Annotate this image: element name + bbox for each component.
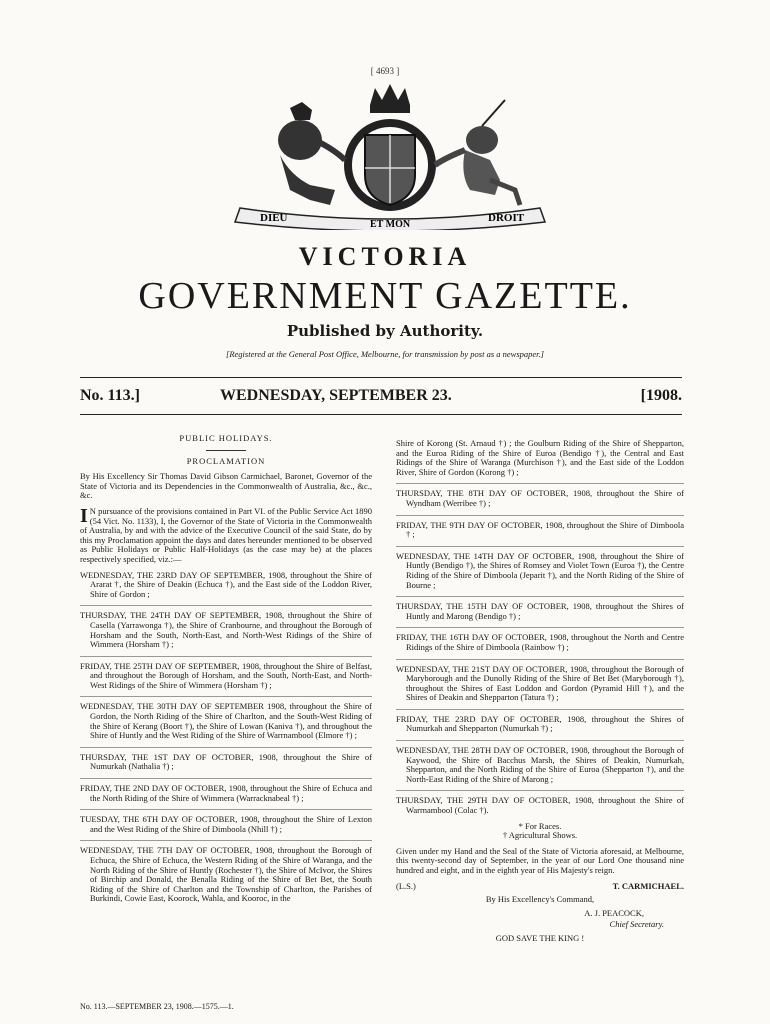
- entry-rule: [396, 709, 684, 710]
- registered-note: [Registered at the General Post Office, Melbourne, for transmission by post as a newspaper.]: [226, 349, 544, 359]
- entry-rule: [396, 790, 684, 791]
- holiday-entry: WEDNESDAY, THE 7TH DAY OF OCTOBER, 1908, throughout the Borough of Echuca, the Shire of Echuca, the Western Riding of the Shire of Waranga, and the North Riding of the Shire of Huntly (Rochester †), the Shire of McIvor, the Shires of Birchip and Donald, the Benalla Riding of the Shire of Bet Bet, the South Riding of the Shire of Charlton and the Township of Charlton, the Parishes of Burkindi, Cowie East, Koorock, Wahla, and Kooroc, in the: [80, 845, 372, 904]
- secretary-title: Chief Secretary.: [609, 919, 664, 930]
- right-column: [396, 439, 684, 944]
- crown-icon: [370, 84, 410, 113]
- lion-icon: [278, 102, 345, 205]
- given-under-hand: Given under my Hand and the Seal of the State of Victoria aforesaid, at Melbourne, this twenty-second day of September, in the year of our Lord One thousand nine hundred and eight, and in the eighth year of His Majesty's reign.: [396, 845, 684, 875]
- holiday-entry: THURSDAY, THE 24TH DAY OF SEPTEMBER, 1908, throughout the Shire of Casella (Yarrawonga †), the Shire of Cranbourne, and throughout the Borough of Horsham and the South, North-East, and North-West Ridings of the Shire of Wimmera (Horsham †) ;: [80, 610, 372, 650]
- issue-number: No. 113.]: [80, 387, 140, 404]
- entry-rule: [80, 747, 372, 748]
- entry-rule: [396, 483, 684, 484]
- holiday-entry: WEDNESDAY, THE 14TH DAY OF OCTOBER, 1908, throughout the Shire of Huntly (Bendigo †), the Shires of Romsey and Violet Town (Euroa †), the Centre Riding of the Shire of Dimboola (Jeparit †), and the North Riding of the Shire of Bourne ;: [396, 550, 684, 590]
- left-column: [80, 434, 372, 910]
- holiday-entry: WEDNESDAY, THE 30TH DAY OF SEPTEMBER 1908, throughout the Shire of Gordon, the North Riding of the Shire of Charlton, and the South-West Riding of the Shire of Kerang (Boort †), the Shire of Lowan (Kaniva †), and throughout the Shire of Huntly and the West Riding of the Shire of Warrnambool (Elmore †) ;: [80, 701, 372, 741]
- page-number: [ 4693 ]: [370, 66, 400, 76]
- holiday-entry-continued: Shire of Korong (St. Arnaud †) ; the Goulburn Riding of the Shire of Shepparton, and the Euroa Riding of the Shire of Euroa (Bendigo †), the Central and East Ridings of the Shire of Waranga (Murchison †), and the East side of the Loddon River, Shire of Gordon (Korong †) ;: [396, 438, 684, 477]
- by-command: By His Excellency's Command,: [485, 894, 595, 905]
- seal-mark: (L.S.): [396, 880, 416, 891]
- holiday-entry: FRIDAY, THE 9TH DAY OF OCTOBER, 1908, throughout the Shire of Dimboola † ;: [396, 519, 684, 540]
- holiday-entry: TUESDAY, THE 6TH DAY OF OCTOBER, 1908, throughout the Shire of Lexton and the West Riding of the Shire of Dimboola (Nhill †) ;: [80, 814, 372, 834]
- proclamation-text: N pursuance of the provisions contained in Part VI. of the Public Service Act 1890 (54 Vict. No. 1133), I, the Governor of the State of Victoria in the Commonwealth of Australia, by and with the advice of the Executive Council of the said State, do by this my Proclamation appoint the days and dates hereunder mentioned to be observed as Public Holidays or Public Half-Holidays (as the case may be) at the places respectively specified, viz.:—: [80, 505, 372, 564]
- masthead-rule-bottom: [80, 414, 682, 415]
- holiday-entry: WEDNESDAY, THE 21ST DAY OF OCTOBER, 1908, throughout the Borough of Maryborough and the Dunolly Riding of the Shire of Bet Bet (Maryborough †), throughout the Shires of East Loddon and Gordon (Pyramid Hill †), and the Shires of Deakin and Shepparton (Tatura †) ;: [396, 663, 684, 703]
- proclamation-heading: PROCLAMATION: [186, 455, 266, 466]
- note-shows: † Agricultural Shows.: [502, 830, 578, 841]
- entry-rule: [396, 546, 684, 547]
- holiday-entry: FRIDAY, THE 23RD DAY OF OCTOBER, 1908, throughout the Shires of Numurkah and Shepparton (Numurkah †) ;: [396, 713, 684, 734]
- holiday-entry: FRIDAY, THE 2ND DAY OF OCTOBER, 1908, throughout the Shire of Echuca and the North Riding of the Shire of Wimmera (Warracknabeal †) ;: [80, 783, 372, 803]
- entry-rule: [80, 656, 372, 657]
- holiday-entry: THURSDAY, THE 8TH DAY OF OCTOBER, 1908, throughout the Shire of Wyndham (Werribee †) ;: [396, 488, 684, 508]
- print-footer: No. 113.—SEPTEMBER 23, 1908.—1575.—1.: [80, 1002, 234, 1011]
- issue-year: [1908.: [640, 387, 682, 404]
- motto-left: DIEU: [260, 212, 288, 224]
- entry-rule: [80, 840, 372, 841]
- entry-rule: [396, 740, 684, 741]
- god-save-the-king: GOD SAVE THE KING !: [495, 932, 585, 943]
- note-races: * For Races.: [518, 820, 562, 831]
- masthead-rule-top: [80, 377, 682, 378]
- entry-rule: [80, 605, 372, 606]
- entry-rule: [396, 659, 684, 660]
- governor-intro: By His Excellency Sir Thomas David Gibson Carmichael, Baronet, Governor of the State of Victoria and its Dependencies in the Commonwealth of Australia, &c., &c., &c.: [80, 471, 372, 501]
- holiday-entry: WEDNESDAY, THE 23RD DAY OF SEPTEMBER, 1908, throughout the Shire of Ararat †, the Shire of Deakin (Echuca †), and the East side of the Loddon River, Shire of Gordon ;: [80, 569, 372, 599]
- entry-rule: [396, 515, 684, 516]
- heading-rule: [206, 450, 246, 451]
- motto-center: ET MON: [370, 219, 411, 230]
- holiday-entry: THURSDAY, THE 29TH DAY OF OCTOBER, 1908, throughout the Shire of Warrnambool (Colac †).: [396, 795, 684, 816]
- title-government-gazette: GOVERNMENT GAZETTE.: [138, 275, 632, 317]
- governor-signature: T. CARMICHAEL.: [612, 880, 684, 891]
- holiday-entry: FRIDAY, THE 16TH DAY OF OCTOBER, 1908, throughout the North and Centre Ridings of the Shire of Dimboola (Rainbow †) ;: [396, 632, 684, 652]
- entry-rule: [80, 809, 372, 810]
- proclamation-body: [80, 504, 372, 565]
- entry-rule: [80, 778, 372, 779]
- holiday-entry: FRIDAY, THE 25TH DAY OF SEPTEMBER, 1908, throughout the Shire of Belfast, and throughout the Borough of Horsham, and the South, North-East, and North-West Ridings of the Shire of Wimmera (Horsham †) ;: [80, 660, 372, 690]
- published-by-authority: Published by Authority.: [286, 322, 484, 340]
- dropcap: I: [80, 504, 88, 527]
- title-victoria: VICTORIA: [298, 242, 472, 271]
- holiday-entry: THURSDAY, THE 15TH DAY OF OCTOBER, 1908, throughout the Shires of Huntly and Marong (Bendigo †) ;: [396, 601, 684, 621]
- holiday-entry: THURSDAY, THE 1ST DAY OF OCTOBER, 1908, throughout the Shire of Numurkah (Nathalia †) ;: [80, 751, 372, 772]
- issue-date: WEDNESDAY, SEPTEMBER 23.: [220, 387, 452, 404]
- secretary-name: A. J. PEACOCK,: [584, 907, 644, 918]
- issue-line: [80, 387, 682, 409]
- section-heading: PUBLIC HOLIDAYS.: [179, 433, 273, 443]
- signature-line: [396, 882, 684, 892]
- motto-right: DROIT: [488, 212, 525, 224]
- unicorn-icon: [435, 100, 520, 205]
- entry-rule: [396, 627, 684, 628]
- entry-rule: [80, 696, 372, 697]
- royal-coat-of-arms: [220, 80, 560, 230]
- entry-rule: [396, 596, 684, 597]
- holiday-entry: WEDNESDAY, THE 28TH DAY OF OCTOBER, 1908, throughout the Borough of Kaywood, the Shire of Bacchus Marsh, the Shires of Deakin, Numurkah, Shepparton, and the North Riding of the Shire of Euroa (Shepparton †), and the North-East Riding of the Shire of Marong ;: [396, 745, 684, 784]
